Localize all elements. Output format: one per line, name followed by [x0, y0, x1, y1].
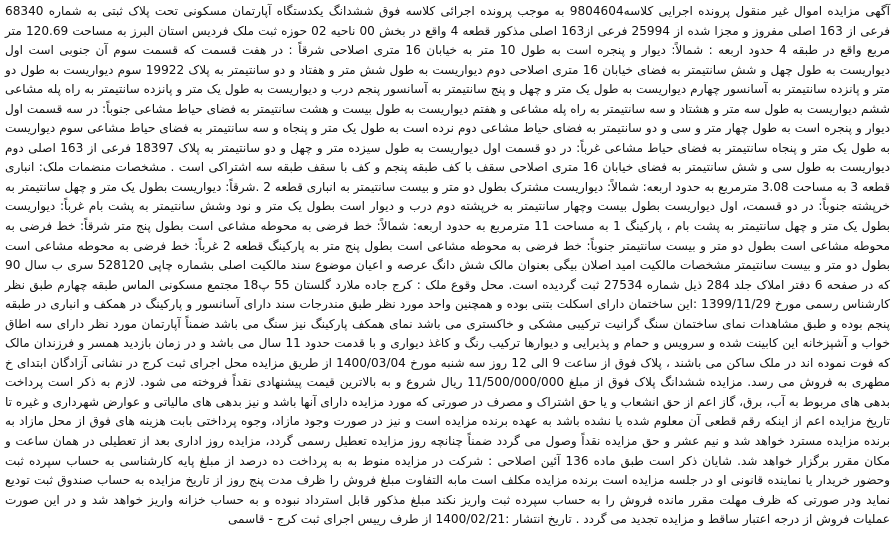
notice-body-text: آگهی مزایده اموال غیر منقول پرونده اجرایی کلاسه9804604 به موجب پرونده اجرائی کلاسه فوق ششدانگ یکدستگاه آپارتمان مسکونی تحت پلاک ثبتی به شماره 68340 فرعی از 163 اصلی مفروز و مجزا شده از 25994 فرعی از163 اصلی مذکور قطعه 4 واقع در بخش 00 ناحیه 02 حوزه ثبت ملک فردیس استان البرز به مساحت 120.69 متر مربع واقع در طبقه 4 حدود اربعه : شمالاً: دیوار و پنجره است به طول 10 متر به خیابان 16 متری اصلاحی شرقاً : در هفت قسمت که قسمت سوم آن جنوبی است اول دیواریست به طول چهل و شش سانتیمتر به فضای خیابان 16 متری اصلاحی دوم دیواریست به طول شش متر و هفتاد و دو سانتیمتر به پلاک 19922 سوم دیواریست به طول دو متر و پانزده سانتیمتر به آسانسور چهارم دیواریست به طول یک متر و چهل و پنج سانتیمتر به آسانسور پنجم درب و دیواریست به طول یک متر و پانزده سانتیمتر به راه پله مشاعی ششم دیواریست به طول سه متر و هشتاد و سه سانتیمتر به راه پله مشاعی و هفتم دیواریست به طول بیست و هشت سانتیمتر به فضای حیاط مشاعی جنوباً: در سه قسمت اول دیوار و پنجره است به طول چهار متر و سی و دو سانتیمتر به فضای حیاط مشاعی دوم نرده است به طول یک متر و پنجاه و سه سانتیمتر به فضای حیاط مشاعی سوم دیواریست به طول یک متر و پنجاه سانتیمتر به فضای حیاط مشاعی غرباً: در دو قسمت اول دیواریست به طول سیزده متر و چهل و دو سانتیمتر به پلاک 18397 فرعی از 163 اصلی دوم دیواریست به طول سی و شش سانتیمتر به فضای خیابان 16 متری اصلاحی سقف با کف طبقه پنجم و کف با سقف طبقه سه اشتراکی است . مشخصات منضمات ملک: انباری قطعه 3 به مساحت 3.08 مترمربع به حدود اربعه: شمالاً: دیواریست مشترک بطول دو متر و بیست سانتیمتر به انباری قطعه 2 .شرقاً: دیواریست بطول یک متر و چهل سانتیمتر به خرپشته جنوباً: در دو قسمت، اول دیواریست بطول بیست وچهار سانتیمتر به خرپشته دوم درب و دیوار است بطول یک متر و نود وشش سانتیمتر به پشت بام غرباً: دیواریست بطول یک متر و چهل سانتیمتر به پشت بام ، پارکینگ 1 به مساحت 11 مترمربع به حدود اربعه: شمالاً: خط فرضی به محوطه مشاعی است بطول پنج متر شرقاً: خط فرضی به محوطه مشاعی است بطول دو متر و بیست سانتیمتر جنوباً: خط فرضی به محوطه مشاعی است بطول پنج متر به پارکینگ قطعه 2 غرباً: خط فرضی به محوطه مشاعی است بطول دو متر و بیست سانتیمتر مشخصات مالکیت امید اصلان بیگی بعنوان مالک شش دانگ عرصه و اعیان موضوع سند مالکیت اصلی بشماره چاپی 528120 سری ب سال 90 که در صفحه 6 دفتر املاک جلد 284 ذیل شماره 27534 ثبت گردیده است. محل وقوع ملک : کرج جاده ملارد گلستان 55 پ18 مجتمع مسکونی الماس طبقه چهارم طبق نظر کارشناس رسمی مورخ 1399/11/29 :این ساختمان دارای اسکلت بتنی بوده و همچنین واحد مورد نظر طبق مندرجات سند دارای آسانسور و پارکینگ در همکف و انباری در طبقه پنجم بوده و طبق مشاهدات نمای ساختمان سنگ گرانیت ترکیبی مشکی و خاکستری می باشد نمای همکف پارکینگ نیز سنگ می باشد ضمناً آپارتمان مورد نظر دارای سه اطاق خواب و آشپزخانه این کابینت شده و سرویس و حمام و پذیرایی و دیوارها ترکیب رنگ و کاغذ دیواری و با قدمت حدود 11 سال می باشد و در زمان بازدید همسر و فرزندان مالک که فوت نموده اند در ملک ساکن می باشند ، پلاک فوق از ساعت 9 الی 12 روز سه شنبه مورخ 1400/03/04 از طریق مزایده محل اجرای ثبت کرج در نشانی آزادگان ابتدای خ مطهری به فروش می رسد. مزایده ششدانگ پلاک فوق از مبلغ 11/500/000/000 ریال شروع و به بالاترین قیمت پیشنهادی نقداً فروخته می شود. لازم به ذکر است پرداخت بدهی های مربوط به آب، برق، گاز اعم از حق انشعاب و یا حق اشتراک و مصرف در صورتی که مورد مزایده دارای آنها باشد و نیز بدهی های مالیاتی و عوارض شهرداری و غیره تا تاریخ مزایده اعم از اینکه رقم قطعی آن معلوم شده یا نشده باشد به عهده برنده مزایده است و نیز در صورت وجود مازاد، وجوه پرداختی بابت هزینه های فوق از محل مازاد به برنده مزایده مسترد خواهد شد و نیم عشر و حق مزایده نقداً وصول می گردد ضمناً چنانچه روز مزایده تعطیل رسمی گردد، مزایده روز اداری بعد از تعطیلی در همان ساعت و مکان مقرر برگزار خواهد شد. شایان ذکر است طبق ماده 136 آئین اصلاحی : شرکت در مزایده منوط به به پرداخت ده درصد از مبلغ پایه کارشناسی به حساب سپرده ثبت وحضور خریدار یا نماینده قانونی او در جلسه مزایده است برنده مزایده مکلف است مابه التفاوت مبلغ فروش را ظرف مدت پنج روز از تاریخ مزایده به حساب صندوق ثبت تودیع نماید ودر صورتی که ظرف مهلت مقرر مانده فروش را به حساب سپرده ثبت واریز نکند مبلغ مذکور قابل استرداد نبوده و به حساب خزانه واریز خواهد شد و در این صورت عملیات فروش از درجه اعتبار ساقط و مزایده تجدید می گردد . تاریخ انتشار :1400/02/21 از طرف رییس اجرای ثبت کرج - قاسمی [5, 4, 891, 527]
